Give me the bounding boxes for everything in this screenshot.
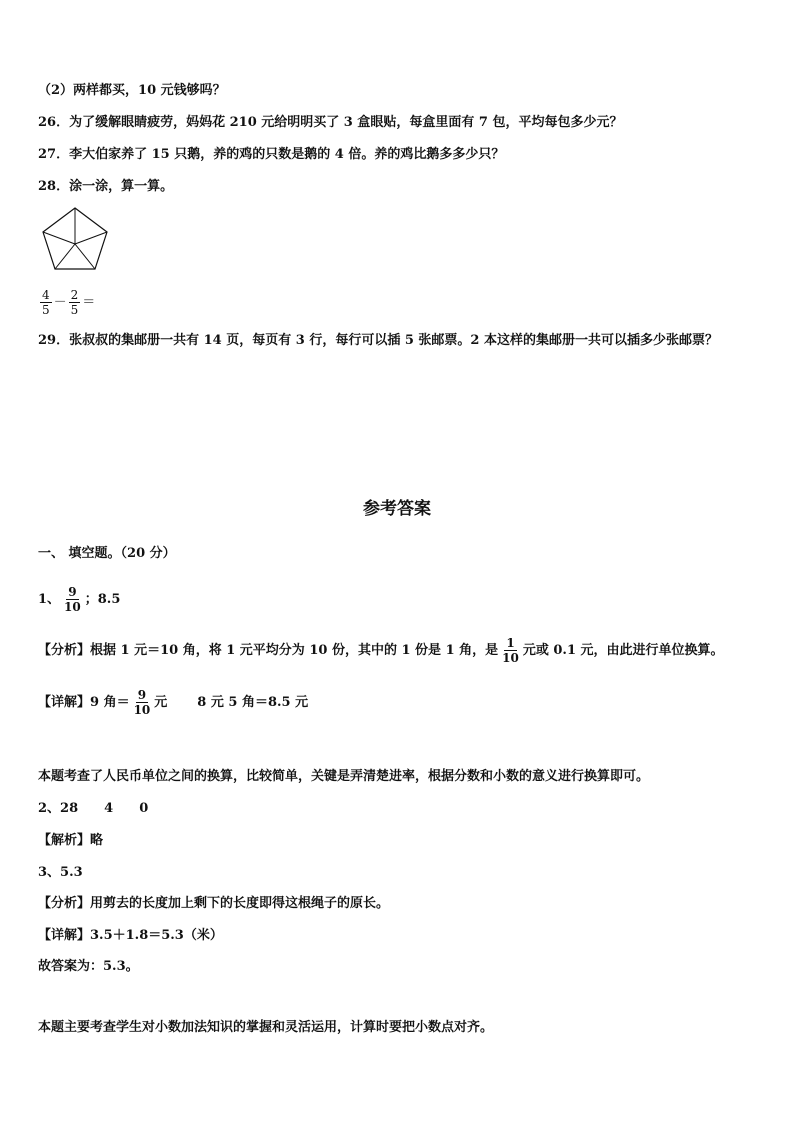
numerator: 9 <box>68 585 77 599</box>
denominator: 5 <box>42 303 50 317</box>
detail-unit: 元 <box>154 695 168 710</box>
answer-1-detail <box>38 688 308 717</box>
question-28: 28．涂一涂，算一算。 <box>38 179 174 194</box>
answer-3-detail: 【详解】3.5＋1.8＝5.3（米） <box>38 928 223 943</box>
denominator: 5 <box>70 303 79 317</box>
answer-2-jiexi: 【解析】略 <box>38 833 104 848</box>
answer-3-summary: 本题主要考查学生对小数加法知识的掌握和灵活运用，计算时要把小数点对齐。 <box>38 1020 494 1035</box>
numerator: 2 <box>70 288 79 302</box>
answer-1 <box>38 585 120 614</box>
fraction-two-fifths <box>69 288 81 317</box>
equals-sign: ＝ <box>82 295 96 310</box>
answer-2-first: 2、28 <box>38 801 79 816</box>
numerator: 9 <box>137 688 147 702</box>
numerator: 4 <box>42 288 50 302</box>
answer-2-second: 4 <box>104 801 114 816</box>
answer-1-analysis <box>38 636 724 665</box>
question-25-part-2: （2）两样都买，10 元钱够吗？ <box>38 83 226 98</box>
fraction-four-fifths <box>40 288 52 317</box>
answer-3: 3、5.3 <box>38 865 83 880</box>
answers-title: 参考答案 <box>363 499 431 519</box>
detail-text: 【详解】9 角＝ <box>38 695 130 710</box>
denominator: 10 <box>64 600 81 614</box>
answer-2 <box>38 800 148 818</box>
answer-1-suffix: ；8.5 <box>84 592 121 607</box>
detail-second: 8 元 5 角＝8.5 元 <box>197 695 309 710</box>
question-26: 26．为了缓解眼睛疲劳，妈妈花 210 元给明明买了 3 盒眼贴，每盒里面有 7 包，平均每包多少元？ <box>38 115 623 130</box>
question-29: 29．张叔叔的集邮册一共有 14 页，每页有 3 行，每行可以插 5 张邮票。2 本这样的集邮册一共可以插多少张邮票？ <box>38 333 718 348</box>
answer-1-prefix: 1、 <box>38 592 61 607</box>
section-heading: 一、 填空题。（20 分） <box>38 546 176 561</box>
question-27: 27．李大伯家养了 15 只鹅，养的鸡的只数是鹅的 4 倍。养的鸡比鹅多多少只？ <box>38 147 505 162</box>
answer-3-final: 故答案为：5.3。 <box>38 959 139 974</box>
pentagon-figure <box>40 207 120 247</box>
answer-1-summary: 本题考查了人民币单位之间的换算，比较简单，关键是弄清楚进率，根据分数和小数的意义进行换算即可。 <box>38 769 650 784</box>
detail-fraction <box>132 688 153 717</box>
answer-1-fraction <box>62 585 83 614</box>
analysis-text-end: 元或 0.1 元，由此进行单位换算。 <box>522 643 724 658</box>
answer-3-analysis: 【分析】用剪去的长度加上剩下的长度即得这根绳子的原长。 <box>38 896 390 911</box>
analysis-fraction <box>500 636 521 665</box>
denominator: 10 <box>133 703 151 717</box>
minus-sign: － <box>53 295 67 310</box>
fraction-expression <box>38 288 95 317</box>
answer-2-third: 0 <box>139 801 149 816</box>
analysis-text: 【分析】根据 1 元＝10 角，将 1 元平均分为 10 份，其中的 1 份是 1 角，是 <box>38 643 499 658</box>
denominator: 10 <box>502 651 519 665</box>
numerator: 1 <box>506 636 515 650</box>
